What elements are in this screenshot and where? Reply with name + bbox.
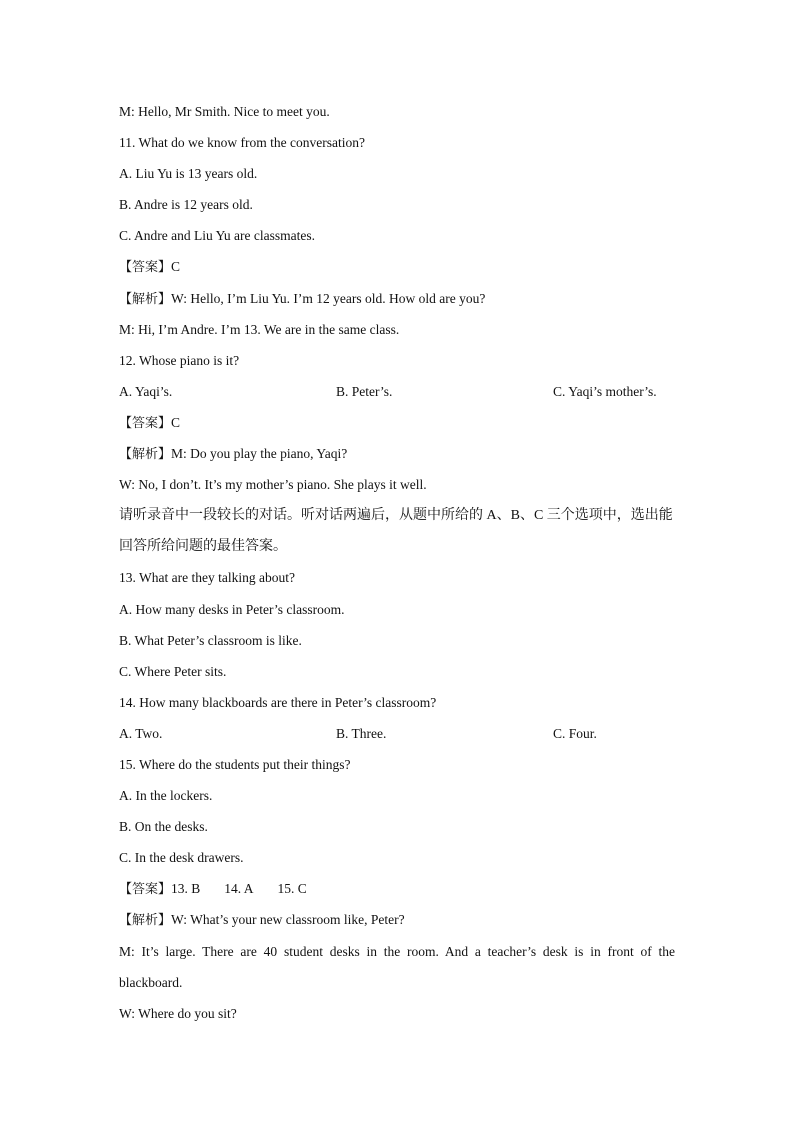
- question-15: 15. Where do the students put their things?: [119, 756, 351, 772]
- option-15b: B. On the desks.: [119, 819, 208, 835]
- option-13c: C. Where Peter sits.: [119, 663, 227, 679]
- answer-11: [119, 257, 675, 288]
- option-11c: C. Andre and Liu Yu are classmates.: [119, 228, 315, 244]
- question-14: 14. How many blackboards are there in Peter’s classroom?: [119, 694, 437, 710]
- explanation-text: W: What’s your new classroom like, Peter?: [171, 912, 405, 928]
- option-13b: B. What Peter’s classroom is like.: [119, 632, 302, 648]
- options-14: [119, 724, 675, 755]
- dialogue-line: W: Where do you sit?: [119, 1005, 237, 1021]
- answer-tag: 【答案】: [119, 882, 172, 898]
- instruction-line-2: 回答所给问题的最佳答案。: [119, 539, 287, 555]
- option-13a: A. How many desks in Peter’s classroom.: [119, 601, 345, 617]
- option-14b: B. Three.: [336, 725, 387, 741]
- option-15a: A. In the lockers.: [119, 788, 213, 804]
- question-12: 12. Whose piano is it?: [119, 352, 240, 368]
- answer-tag: 【答案】: [119, 260, 172, 276]
- explanation-text: M: Do you play the piano, Yaqi?: [171, 446, 348, 462]
- option-12c: C. Yaqi’s mother’s.: [553, 383, 657, 399]
- dialogue-line: M: Hi, I’m Andre. I’m 13. We are in the same class.: [119, 321, 400, 337]
- dialogue-line-continued: blackboard.: [119, 974, 183, 990]
- explanation-12: [119, 444, 675, 475]
- answer-13-15: [119, 879, 675, 910]
- options-12: [119, 382, 675, 413]
- explanation-tag: 【解析】: [119, 913, 172, 929]
- dialogue-line: M: Hello, Mr Smith. Nice to meet you.: [119, 104, 330, 119]
- option-14c: C. Four.: [553, 725, 597, 741]
- question-11: 11. What do we know from the conversation?: [119, 135, 365, 151]
- answer-value-14: 14. A: [224, 881, 254, 897]
- option-11a: A. Liu Yu is 13 years old.: [119, 166, 258, 182]
- explanation-tag: 【解析】: [119, 447, 172, 463]
- answer-tag: 【答案】: [119, 415, 172, 431]
- answer-value-13: 13. B: [171, 881, 201, 897]
- question-13: 13. What are they talking about?: [119, 570, 295, 586]
- explanation-13-15: [119, 910, 675, 941]
- explanation-tag: 【解析】: [119, 291, 172, 307]
- dialogue-line-justified: M: It’s large. There are 40 student desks in the room. And a teacher’s desk is in front of the: [119, 943, 675, 959]
- answer-value-15: 15. C: [277, 881, 307, 897]
- answer-12: [119, 413, 675, 444]
- answer-value: C: [171, 414, 181, 430]
- option-12a: A. Yaqi’s.: [119, 383, 173, 399]
- document-content: [119, 102, 675, 1035]
- explanation-text: W: Hello, I’m Liu Yu. I’m 12 years old. How old are you?: [171, 290, 486, 306]
- instruction-line-1: 请听录音中一段较长的对话。听对话两遍后，从题中所给的 A、B、C 三个选项中，选出能: [119, 508, 673, 524]
- option-15c: C. In the desk drawers.: [119, 850, 244, 866]
- answer-value: C: [171, 259, 181, 275]
- explanation-11: [119, 289, 675, 320]
- option-14a: A. Two.: [119, 725, 163, 741]
- option-12b: B. Peter’s.: [336, 383, 393, 399]
- dialogue-line: W: No, I don’t. It’s my mother’s piano. She plays it well.: [119, 477, 427, 493]
- option-11b: B. Andre is 12 years old.: [119, 197, 253, 213]
